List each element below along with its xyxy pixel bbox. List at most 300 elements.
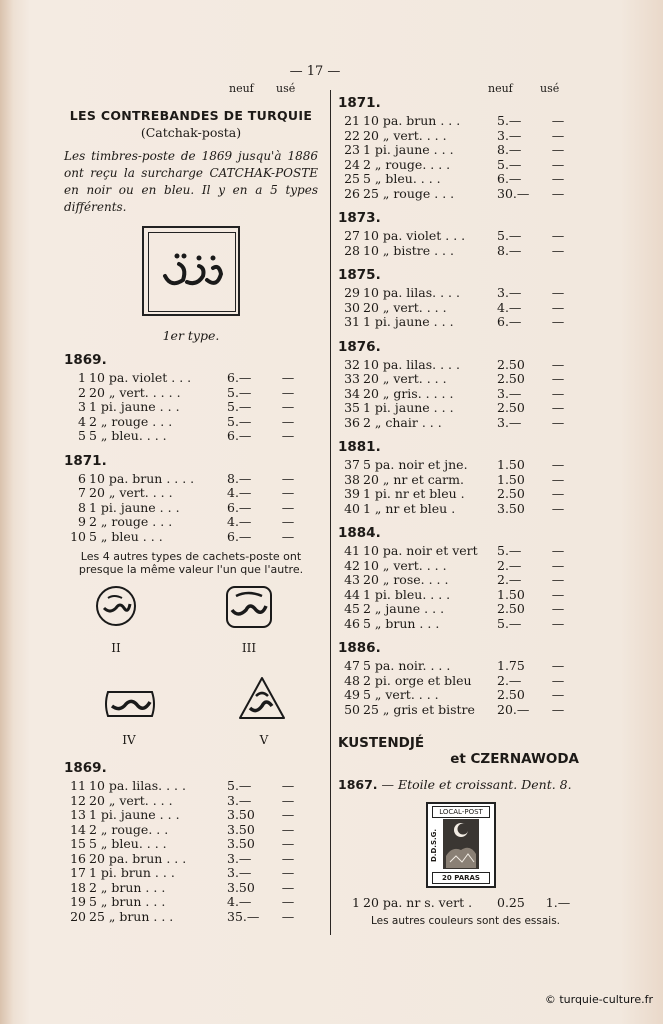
price-neuf: 3.— — [497, 385, 522, 401]
price-use: — — [281, 499, 295, 515]
table-row — [64, 837, 303, 852]
price-use: — — [281, 908, 295, 924]
price-use: — — [281, 807, 295, 822]
table-row — [338, 244, 573, 259]
price-table — [64, 472, 303, 545]
price-table — [338, 114, 573, 201]
cachet-types — [64, 576, 318, 751]
price-neuf: 3.50 — [227, 807, 255, 822]
table-row — [64, 794, 303, 809]
item-description: 5 „ bleu . . . — [89, 528, 163, 544]
price-neuf: 2.50 — [497, 356, 525, 372]
table-row — [64, 386, 303, 401]
cachet-label-iv: IV — [122, 733, 136, 747]
item-number: 5 — [78, 428, 86, 443]
price-use: — — [281, 470, 295, 486]
table-row — [64, 852, 303, 867]
price-neuf: 5.— — [227, 778, 252, 793]
item-number: 8 — [78, 499, 86, 515]
price-neuf: 35.— — [227, 908, 260, 924]
price-use: — — [281, 413, 295, 429]
table-row — [64, 501, 303, 516]
item-description: 1 pi. jaune . . . — [89, 399, 180, 414]
column-header-right — [338, 82, 593, 98]
table-row — [338, 688, 573, 703]
item-description: 2 „ rouge. . . . — [363, 156, 451, 172]
price-use: — — [281, 865, 295, 880]
price-neuf: 3.— — [497, 127, 522, 143]
item-number: 21 — [344, 113, 360, 128]
price-neuf: 8.— — [227, 470, 252, 486]
price-neuf: 6.— — [497, 314, 522, 329]
neuf-header: neuf — [229, 82, 254, 95]
price-neuf: 5.— — [497, 113, 522, 128]
item-number: 37 — [344, 457, 360, 472]
table-row — [64, 823, 303, 838]
triangular-cachet-icon — [236, 674, 288, 724]
table-row — [338, 617, 573, 632]
item-number: 26 — [344, 185, 360, 201]
table-row — [64, 415, 303, 430]
item-description: 2 „ brun . . . — [89, 879, 166, 895]
item-description: 10 pa. violet . . . — [363, 228, 466, 243]
stamp-side-text: D.D.S.G. — [430, 828, 438, 862]
price-use: — — [551, 586, 565, 602]
table-row — [338, 129, 573, 144]
item-description: 1 pi. jaune . . . — [89, 807, 180, 822]
price-neuf: 2.50 — [497, 486, 525, 501]
table-row — [64, 866, 303, 881]
price-use: — — [551, 299, 565, 315]
item-description: 25 „ rouge . . . — [363, 185, 455, 201]
table-row — [64, 486, 303, 501]
table-row — [338, 158, 573, 173]
price-use: — — [551, 672, 565, 688]
item-number: 4 — [78, 413, 86, 429]
item-number: 22 — [344, 127, 360, 143]
right-group — [338, 640, 593, 717]
item-number: 44 — [344, 586, 360, 602]
price-neuf: 20.— — [497, 701, 530, 717]
item-number: 27 — [344, 228, 360, 243]
price-use: — — [281, 894, 295, 909]
item-description: 5 „ bleu. . . . — [89, 428, 167, 443]
item-description: 10 „ bistre . . . — [363, 242, 454, 258]
item-description: 1 pi. jaune . . . — [363, 400, 454, 415]
right-group — [338, 439, 593, 516]
price-neuf: 6.— — [227, 528, 252, 544]
item-description: 20 „ nr et carm. — [363, 471, 464, 487]
left-column — [64, 82, 318, 924]
price-neuf: 3.50 — [497, 500, 525, 516]
price-neuf: 2.— — [497, 572, 522, 587]
table-row — [338, 372, 573, 387]
table-row — [64, 808, 303, 823]
price-use: — — [281, 792, 295, 808]
item-description: 20 „ vert. . . . — [89, 792, 173, 808]
table-row — [64, 910, 303, 925]
item-number: 43 — [344, 572, 360, 587]
table-row — [338, 659, 573, 674]
item-description: 1 pi. brun . . . — [89, 865, 175, 880]
left-group-1871 — [64, 453, 318, 545]
price-use: — — [281, 399, 295, 414]
cachet-label-ii: II — [111, 641, 121, 655]
price-use: — — [551, 414, 565, 430]
price-use: — — [551, 113, 565, 128]
star-crescent-icon — [442, 818, 480, 870]
stamp-bottom-text: 20 PARAS — [432, 872, 490, 884]
table-row — [338, 473, 573, 488]
price-neuf: 4.— — [227, 485, 252, 500]
price-neuf: 3.— — [497, 414, 522, 430]
item-description: 25 „ gris et bistre — [363, 701, 475, 717]
table-row — [338, 458, 573, 473]
right-group — [338, 267, 593, 330]
price-use: — — [551, 285, 565, 300]
price-use: — — [551, 185, 565, 201]
item-number: 13 — [70, 807, 86, 822]
price-use: — — [551, 314, 565, 329]
use-header: usé — [276, 82, 296, 95]
item-number: 12 — [70, 792, 86, 808]
price-table — [338, 358, 573, 431]
price-use: — — [281, 821, 295, 837]
type-caption: 1er type. — [162, 328, 220, 343]
table-row — [338, 229, 573, 244]
item-number: 7 — [78, 485, 86, 500]
table-row — [64, 779, 303, 794]
price-use: — — [551, 572, 565, 587]
table-row — [338, 143, 573, 158]
table-row — [338, 401, 573, 416]
table-row — [338, 544, 573, 559]
item-number: 48 — [344, 672, 360, 688]
left-group-1869 — [64, 352, 318, 444]
price-use: — — [551, 471, 565, 487]
price-neuf: 5.— — [227, 399, 252, 414]
price-use: — — [281, 836, 295, 851]
price-table — [338, 458, 573, 516]
table-row — [338, 487, 573, 502]
year-heading: 1884. — [338, 525, 381, 541]
stamp-top-text: LOCAL-POST — [432, 806, 490, 818]
item-number: 1 — [78, 370, 86, 385]
price-neuf: 5.— — [497, 228, 522, 243]
item-number: 50 — [344, 701, 360, 717]
price-use: 1.— — [545, 895, 571, 910]
item-number: 34 — [344, 385, 360, 401]
right-groups — [338, 95, 593, 717]
table-row — [338, 896, 573, 911]
price-use: — — [281, 850, 295, 866]
item-description: 2 pi. orge et bleu — [363, 672, 472, 688]
price-neuf: 8.— — [497, 142, 522, 157]
year-heading: 1876. — [338, 338, 381, 355]
price-use: — — [551, 127, 565, 143]
price-use: — — [551, 557, 565, 573]
year-heading: 1871. — [338, 95, 381, 111]
kustendje-table — [338, 896, 573, 911]
price-use: — — [551, 658, 565, 673]
item-description: 10 „ vert. . . . — [363, 557, 447, 573]
column-header-left — [64, 82, 318, 98]
table-row — [64, 895, 303, 910]
price-use: — — [551, 486, 565, 501]
item-description: 2 „ rouge . . . — [89, 413, 173, 429]
price-use: — — [281, 428, 295, 443]
item-number: 3 — [78, 399, 86, 414]
table-row — [338, 703, 573, 718]
price-use: — — [551, 142, 565, 157]
item-description: 2 „ chair . . . — [363, 414, 442, 430]
price-neuf: 3.50 — [227, 821, 255, 837]
year-heading: 1869. — [64, 760, 107, 776]
item-description: 2 „ rouge. . . — [89, 821, 169, 837]
price-neuf: 1.50 — [497, 457, 525, 472]
table-row — [338, 114, 573, 129]
item-description: 10 pa. lilas. . . . — [363, 356, 460, 372]
item-description: 20 „ vert. . . . — [363, 127, 447, 143]
section-title: LES CONTREBANDES DE TURQUIE — [69, 108, 313, 123]
local-post-stamp — [426, 802, 496, 888]
price-use: — — [551, 371, 565, 386]
item-number: 18 — [70, 879, 86, 895]
price-table — [64, 779, 303, 924]
item-number: 45 — [344, 601, 360, 616]
use-header: usé — [540, 82, 560, 95]
item-number: 16 — [70, 850, 86, 866]
price-use: — — [551, 156, 565, 172]
item-description: 5 „ brun . . . — [363, 615, 440, 631]
table-row — [64, 881, 303, 896]
item-description: 25 „ brun . . . — [89, 908, 174, 924]
table-row — [338, 315, 573, 330]
price-neuf: 2.50 — [497, 400, 525, 415]
item-number: 36 — [344, 414, 360, 430]
item-number: 23 — [344, 142, 360, 157]
item-description: 10 pa. violet . . . — [89, 370, 192, 385]
right-group — [338, 210, 593, 258]
page-spine — [0, 0, 14, 1024]
price-use: — — [551, 687, 565, 702]
item-description: 1 pi. jaune . . . — [89, 499, 180, 515]
price-use: — — [551, 385, 565, 401]
item-description: 10 pa. lilas. . . . — [363, 285, 460, 300]
item-number: 19 — [70, 894, 86, 909]
price-table — [338, 544, 573, 631]
price-use: — — [551, 400, 565, 415]
price-table — [338, 659, 573, 717]
item-number: 33 — [344, 371, 360, 386]
kustendje-subtitle: et CZERNAWODA — [450, 751, 579, 767]
table-row — [64, 400, 303, 415]
price-use: — — [281, 528, 295, 544]
neuf-header: neuf — [488, 82, 513, 95]
kustendje-year: 1867. — [338, 777, 378, 792]
year-heading: 1875. — [338, 267, 381, 283]
item-description: 10 pa. lilas. . . . — [89, 778, 186, 793]
item-description: 1 pi. bleu. . . . — [363, 586, 451, 602]
table-row — [64, 530, 303, 545]
right-column — [338, 82, 593, 927]
item-number: 41 — [344, 543, 360, 558]
cachet-label-v: V — [259, 733, 269, 747]
price-table — [338, 286, 573, 330]
item-number: 17 — [70, 865, 86, 880]
price-use: — — [551, 615, 565, 631]
table-row — [338, 286, 573, 301]
price-neuf: 3.50 — [227, 879, 255, 895]
price-neuf: 8.— — [497, 242, 522, 258]
price-neuf: 3.— — [227, 850, 252, 866]
item-number: 46 — [344, 615, 360, 631]
item-number: 11 — [70, 778, 86, 793]
item-number: 10 — [70, 528, 86, 544]
oval-cachet-icon — [102, 686, 158, 722]
price-neuf: 30.— — [497, 185, 530, 201]
item-description: 5 „ bleu. . . . — [89, 836, 167, 851]
item-number: 30 — [344, 299, 360, 315]
item-number: 20 — [70, 908, 86, 924]
price-neuf: 3.— — [497, 285, 522, 300]
item-number: 14 — [70, 821, 86, 837]
type-1-cachet — [142, 226, 240, 316]
price-use: — — [551, 500, 565, 516]
item-description: 10 pa. noir et vert — [363, 543, 478, 558]
right-group — [338, 339, 593, 431]
price-neuf: 4.— — [497, 299, 522, 315]
price-neuf: 3.— — [227, 792, 252, 808]
price-table — [64, 371, 303, 444]
price-use: — — [551, 242, 565, 258]
item-description: 2 „ rouge . . . — [89, 514, 173, 529]
item-number: 47 — [344, 658, 360, 673]
item-number: 42 — [344, 557, 360, 573]
item-number: 1 — [352, 895, 360, 910]
kustendje-issue — [338, 777, 593, 792]
item-number: 15 — [70, 836, 86, 851]
table-row — [338, 416, 573, 431]
item-description: 10 pa. brun . . . . — [89, 470, 195, 486]
price-use: — — [281, 879, 295, 895]
item-description: 5 pa. noir. . . . — [363, 658, 451, 673]
column-divider — [330, 90, 331, 935]
kustendje-title: KUSTENDJÉ — [338, 735, 425, 751]
price-neuf: 1.50 — [497, 586, 525, 602]
item-number: 28 — [344, 242, 360, 258]
item-number: 31 — [344, 314, 360, 329]
price-neuf: 2.— — [497, 557, 522, 573]
item-description: 5 „ vert. . . . — [363, 687, 439, 702]
price-use: — — [281, 778, 295, 793]
item-description: 10 pa. brun . . . — [363, 113, 461, 128]
price-neuf: 0.25 — [497, 895, 525, 910]
item-number: 6 — [78, 470, 86, 486]
item-description: 1 pi. jaune . . . — [363, 142, 454, 157]
right-group — [338, 95, 593, 201]
square-cachet-icon — [224, 584, 274, 630]
item-number: 39 — [344, 486, 360, 501]
price-neuf: 1.75 — [497, 658, 525, 673]
table-row — [338, 502, 573, 517]
item-description: 20 „ vert. . . . — [363, 371, 447, 386]
round-cachet-icon — [94, 584, 138, 628]
price-neuf: 2.— — [497, 672, 522, 688]
item-description: 2 „ jaune . . . — [363, 601, 445, 616]
price-use: — — [281, 485, 295, 500]
item-description: 5 „ brun . . . — [89, 894, 166, 909]
price-neuf: 2.50 — [497, 371, 525, 386]
price-neuf: 2.50 — [497, 601, 525, 616]
arabic-script-icon — [157, 246, 227, 298]
table-row — [338, 387, 573, 402]
price-neuf: 3.50 — [227, 836, 255, 851]
item-number: 9 — [78, 514, 86, 529]
price-neuf: 5.— — [497, 156, 522, 172]
price-neuf: 5.— — [497, 615, 522, 631]
table-row — [338, 674, 573, 689]
item-description: 20 „ gris. . . . . — [363, 385, 454, 401]
price-neuf: 4.— — [227, 514, 252, 529]
item-description: 20 „ rose. . . . — [363, 572, 449, 587]
item-description: 1 pi. nr et bleu . — [363, 486, 465, 501]
price-neuf: 6.— — [227, 428, 252, 443]
price-neuf: 1.50 — [497, 471, 525, 487]
item-number: 49 — [344, 687, 360, 702]
price-use: — — [281, 514, 295, 529]
year-heading: 1886. — [338, 640, 381, 656]
page-number: — 17 — — [289, 64, 341, 79]
table-row — [338, 358, 573, 373]
price-use: — — [281, 370, 295, 385]
year-heading: 1869. — [64, 352, 107, 368]
year-heading: 1873. — [338, 210, 381, 226]
item-number: 35 — [344, 400, 360, 415]
item-description: 20 „ vert. . . . — [363, 299, 447, 315]
table-row — [64, 429, 303, 444]
year-heading: 1881. — [338, 439, 381, 455]
table-row — [338, 187, 573, 202]
price-neuf: 6.— — [227, 370, 252, 385]
price-neuf: 6.— — [497, 171, 522, 186]
price-neuf: 5.— — [497, 543, 522, 558]
intro-text: Les timbres-poste de 1869 jusqu'à 1886 ont reçu la surcharge CATCHAK-POSTE en noir ou en bleu. Il y en a 5 types différents. — [64, 149, 318, 214]
section-subtitle: (Catchak-posta) — [140, 125, 242, 140]
table-row — [64, 371, 303, 386]
price-use: — — [281, 384, 295, 400]
price-neuf: 2.50 — [497, 687, 525, 702]
year-heading: 1871. — [64, 452, 107, 469]
item-description: 20 pa. nr s. vert . — [363, 895, 473, 910]
item-description: 1 pi. jaune . . . — [363, 314, 454, 329]
price-use: — — [551, 171, 565, 186]
price-use: — — [551, 228, 565, 243]
kustendje-note: Les autres couleurs sont des essais. — [371, 914, 560, 927]
price-use: — — [551, 457, 565, 472]
price-neuf: 5.— — [227, 413, 252, 429]
item-description: 20 pa. brun . . . — [89, 850, 187, 866]
cachet-label-iii: III — [241, 641, 257, 655]
item-description: 1 „ nr et bleu . — [363, 500, 456, 516]
kustendje-description: — Etoile et croissant. Dent. 8. — [381, 777, 572, 792]
table-row — [64, 515, 303, 530]
item-description: 20 „ vert. . . . . — [89, 384, 181, 400]
table-row — [338, 602, 573, 617]
item-number: 32 — [344, 356, 360, 372]
site-credit: © turquie-culture.fr — [544, 993, 653, 1006]
item-description: 5 „ bleu. . . . — [363, 171, 441, 186]
